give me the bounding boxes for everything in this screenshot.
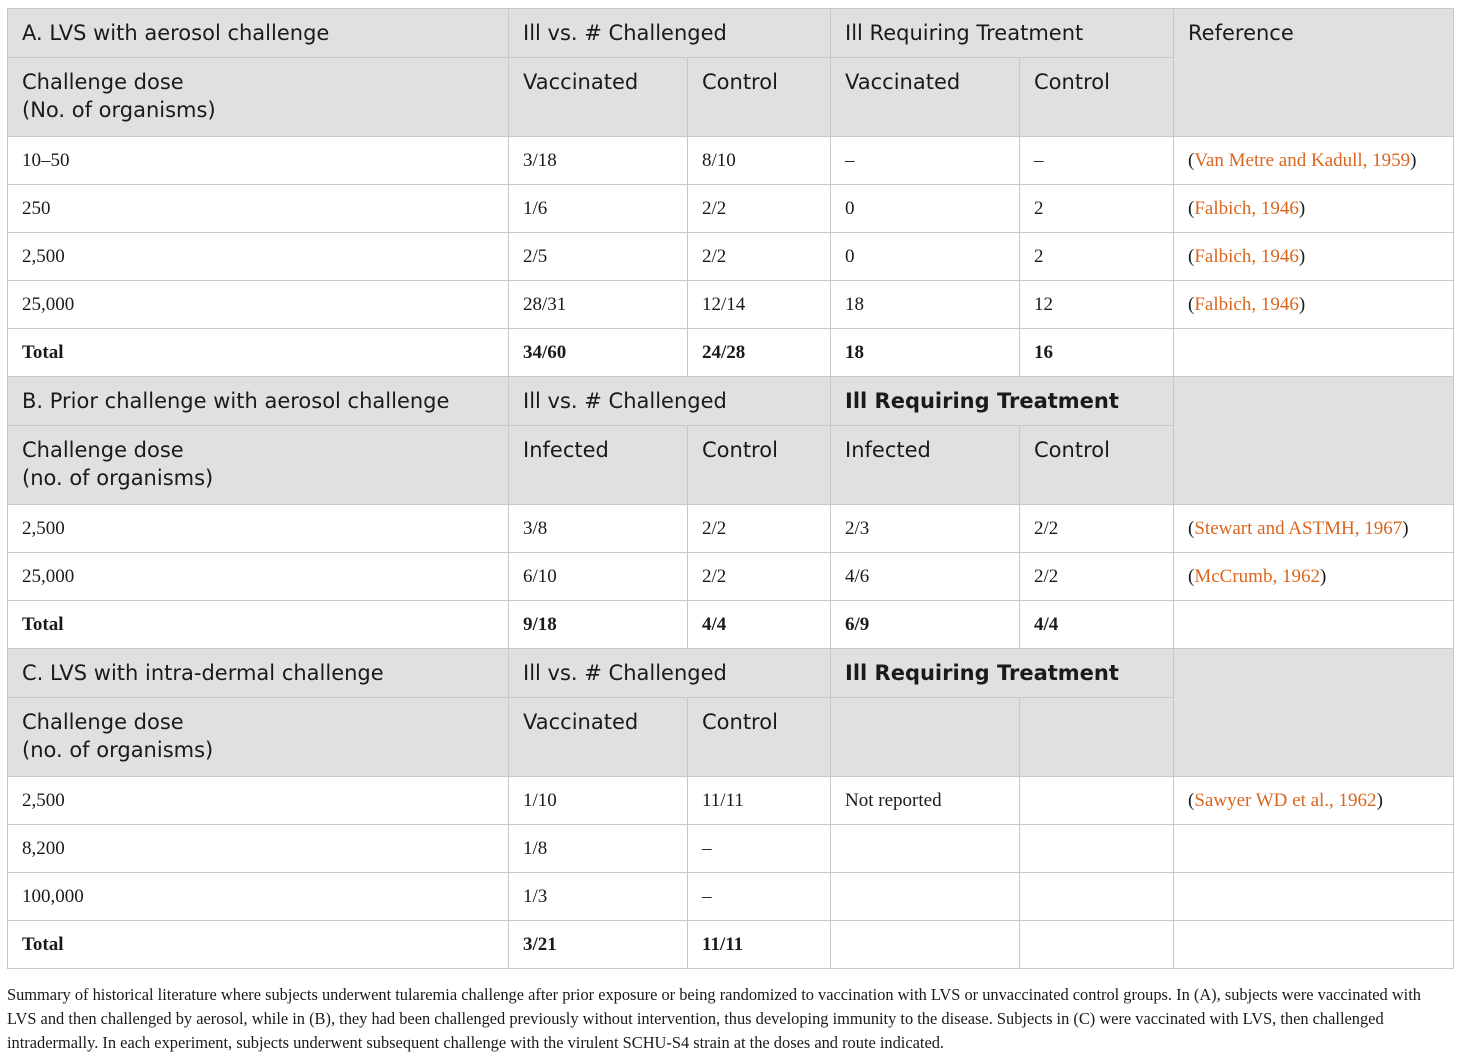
reference-link[interactable]: McCrumb, 1962	[1194, 565, 1320, 587]
section-c-treatment-header: Ill Requiring Treatment	[831, 649, 1174, 698]
reference-link[interactable]: Falbich, 1946	[1194, 293, 1299, 315]
section-b-col-treat-control: Control	[1020, 426, 1174, 505]
section-b-dose-label: Challenge dose (no. of organisms)	[8, 426, 509, 505]
dose-cell: 8,200	[8, 825, 509, 873]
reference-cell: (Sawyer WD et al., 1962)	[1174, 777, 1454, 825]
section-b-treatment-header: Ill Requiring Treatment	[831, 377, 1174, 426]
ill-cell: 1/6	[509, 185, 688, 233]
ill-cell: 28/31	[509, 281, 688, 329]
treatment-cell	[831, 873, 1020, 921]
reference-link[interactable]: Falbich, 1946	[1194, 245, 1299, 267]
ill-control-cell: –	[688, 825, 831, 873]
section-c-col-control: Control	[688, 698, 831, 777]
dose-cell: 25,000	[8, 553, 509, 601]
treatment-cell: 18	[831, 281, 1020, 329]
reference-cell: (Falbich, 1946)	[1174, 281, 1454, 329]
section-a-dose-label: Challenge dose (No. of organisms)	[8, 58, 509, 137]
section-c-header-row	[8, 649, 1454, 698]
total-row	[8, 921, 1454, 969]
section-c-col-treat-empty	[831, 698, 1020, 777]
reference-link[interactable]: Stewart and ASTMH, 1967	[1194, 517, 1403, 539]
total-treatment-cell	[831, 921, 1020, 969]
table-row	[8, 777, 1454, 825]
empty-cell	[1174, 601, 1454, 649]
dose-cell: 10–50	[8, 137, 509, 185]
treatment-cell: 2/3	[831, 505, 1020, 553]
treatment-control-cell: –	[1020, 137, 1174, 185]
treatment-control-cell	[1020, 873, 1174, 921]
treatment-cell: –	[831, 137, 1020, 185]
dose-cell: 2,500	[8, 777, 509, 825]
total-treatment-cell: 18	[831, 329, 1020, 377]
section-c-reference-header	[1174, 649, 1454, 777]
section-b-title: B. Prior challenge with aerosol challenge	[8, 377, 509, 426]
reference-cell	[1174, 873, 1454, 921]
total-treatment-control-cell: 4/4	[1020, 601, 1174, 649]
treatment-cell	[831, 825, 1020, 873]
treatment-control-cell: 2/2	[1020, 505, 1174, 553]
section-a-col-vaccinated: Vaccinated	[509, 58, 688, 137]
section-a-col-control: Control	[688, 58, 831, 137]
ill-cell: 1/8	[509, 825, 688, 873]
reference-cell: (Falbich, 1946)	[1174, 233, 1454, 281]
tularemia-challenge-table	[7, 8, 1454, 969]
treatment-cell: 4/6	[831, 553, 1020, 601]
treatment-control-cell	[1020, 825, 1174, 873]
section-a-title: A. LVS with aerosol challenge	[8, 9, 509, 58]
treatment-cell: 0	[831, 185, 1020, 233]
table-row	[8, 137, 1454, 185]
treatment-control-cell	[1020, 777, 1174, 825]
ill-control-cell: –	[688, 873, 831, 921]
total-treatment-control-cell	[1020, 921, 1174, 969]
reference-cell	[1174, 825, 1454, 873]
reference-link[interactable]: Falbich, 1946	[1194, 197, 1299, 219]
section-a-ill-header: Ill vs. # Challenged	[509, 9, 831, 58]
empty-cell	[1174, 921, 1454, 969]
table-row	[8, 825, 1454, 873]
empty-cell	[1174, 329, 1454, 377]
reference-link[interactable]: Sawyer WD et al., 1962	[1194, 789, 1377, 811]
total-treatment-cell: 6/9	[831, 601, 1020, 649]
total-treatment-control-cell: 16	[1020, 329, 1174, 377]
ill-control-cell: 11/11	[688, 777, 831, 825]
total-ill-control-cell: 11/11	[688, 921, 831, 969]
section-c-col-treat-control-empty	[1020, 698, 1174, 777]
section-b-col-control: Control	[688, 426, 831, 505]
ill-control-cell: 2/2	[688, 185, 831, 233]
ill-cell: 1/10	[509, 777, 688, 825]
section-a-col-treat-vaccinated: Vaccinated	[831, 58, 1020, 137]
ill-cell: 3/18	[509, 137, 688, 185]
reference-cell: (Van Metre and Kadull, 1959)	[1174, 137, 1454, 185]
total-ill-cell: 9/18	[509, 601, 688, 649]
total-row	[8, 601, 1454, 649]
treatment-cell: 0	[831, 233, 1020, 281]
table-row	[8, 233, 1454, 281]
section-b-reference-header	[1174, 377, 1454, 505]
reference-cell: (Stewart and ASTMH, 1967)	[1174, 505, 1454, 553]
ill-cell: 1/3	[509, 873, 688, 921]
ill-cell: 3/8	[509, 505, 688, 553]
section-c-dose-label: Challenge dose (no. of organisms)	[8, 698, 509, 777]
table-row	[8, 185, 1454, 233]
section-b-header-row	[8, 377, 1454, 426]
reference-cell: (Falbich, 1946)	[1174, 185, 1454, 233]
reference-cell: (McCrumb, 1962)	[1174, 553, 1454, 601]
treatment-control-cell: 2	[1020, 233, 1174, 281]
ill-control-cell: 2/2	[688, 233, 831, 281]
table-caption	[7, 983, 1453, 1055]
caption-text: Summary of historical literature where subjects underwent tularemia challenge after prior exposure or being randomized to vaccination with LVS or unvaccinated control groups. In (A), subjects were vaccinated with LVS and then challenged by aerosol, while in (B), they had been challenged previously without intervention, thus developing immunity to the disease. Subjects in (C) were vaccinated with LVS, then challenged intradermally. In each experiment, subjects underwent subsequent challenge with the virulent SCHU-S4 strain at the doses and route indicated.	[7, 985, 1421, 1052]
total-label: Total	[8, 921, 509, 969]
treatment-control-cell: 2/2	[1020, 553, 1174, 601]
section-b-ill-header: Ill vs. # Challenged	[509, 377, 831, 426]
section-b-col-infected: Infected	[509, 426, 688, 505]
ill-cell: 6/10	[509, 553, 688, 601]
ill-control-cell: 2/2	[688, 553, 831, 601]
total-label: Total	[8, 329, 509, 377]
section-c-title: C. LVS with intra-dermal challenge	[8, 649, 509, 698]
total-ill-control-cell: 4/4	[688, 601, 831, 649]
section-c-col-vaccinated: Vaccinated	[509, 698, 688, 777]
section-a-header-row	[8, 9, 1454, 58]
total-ill-cell: 34/60	[509, 329, 688, 377]
treatment-cell: Not reported	[831, 777, 1020, 825]
dose-cell: 2,500	[8, 505, 509, 553]
total-ill-control-cell: 24/28	[688, 329, 831, 377]
treatment-control-cell: 12	[1020, 281, 1174, 329]
dose-cell: 2,500	[8, 233, 509, 281]
reference-header: Reference	[1174, 9, 1454, 137]
ill-control-cell: 12/14	[688, 281, 831, 329]
section-a-treatment-header: Ill Requiring Treatment	[831, 9, 1174, 58]
table-row	[8, 505, 1454, 553]
section-c-ill-header: Ill vs. # Challenged	[509, 649, 831, 698]
dose-cell: 25,000	[8, 281, 509, 329]
ill-control-cell: 8/10	[688, 137, 831, 185]
section-b-col-treat-infected: Infected	[831, 426, 1020, 505]
ill-control-cell: 2/2	[688, 505, 831, 553]
treatment-control-cell: 2	[1020, 185, 1174, 233]
total-label: Total	[8, 601, 509, 649]
section-a-col-treat-control: Control	[1020, 58, 1174, 137]
dose-cell: 250	[8, 185, 509, 233]
reference-link[interactable]: Van Metre and Kadull, 1959	[1194, 149, 1411, 171]
table-row	[8, 553, 1454, 601]
table-row	[8, 873, 1454, 921]
total-ill-cell: 3/21	[509, 921, 688, 969]
ill-cell: 2/5	[509, 233, 688, 281]
table-row	[8, 281, 1454, 329]
total-row	[8, 329, 1454, 377]
dose-cell: 100,000	[8, 873, 509, 921]
